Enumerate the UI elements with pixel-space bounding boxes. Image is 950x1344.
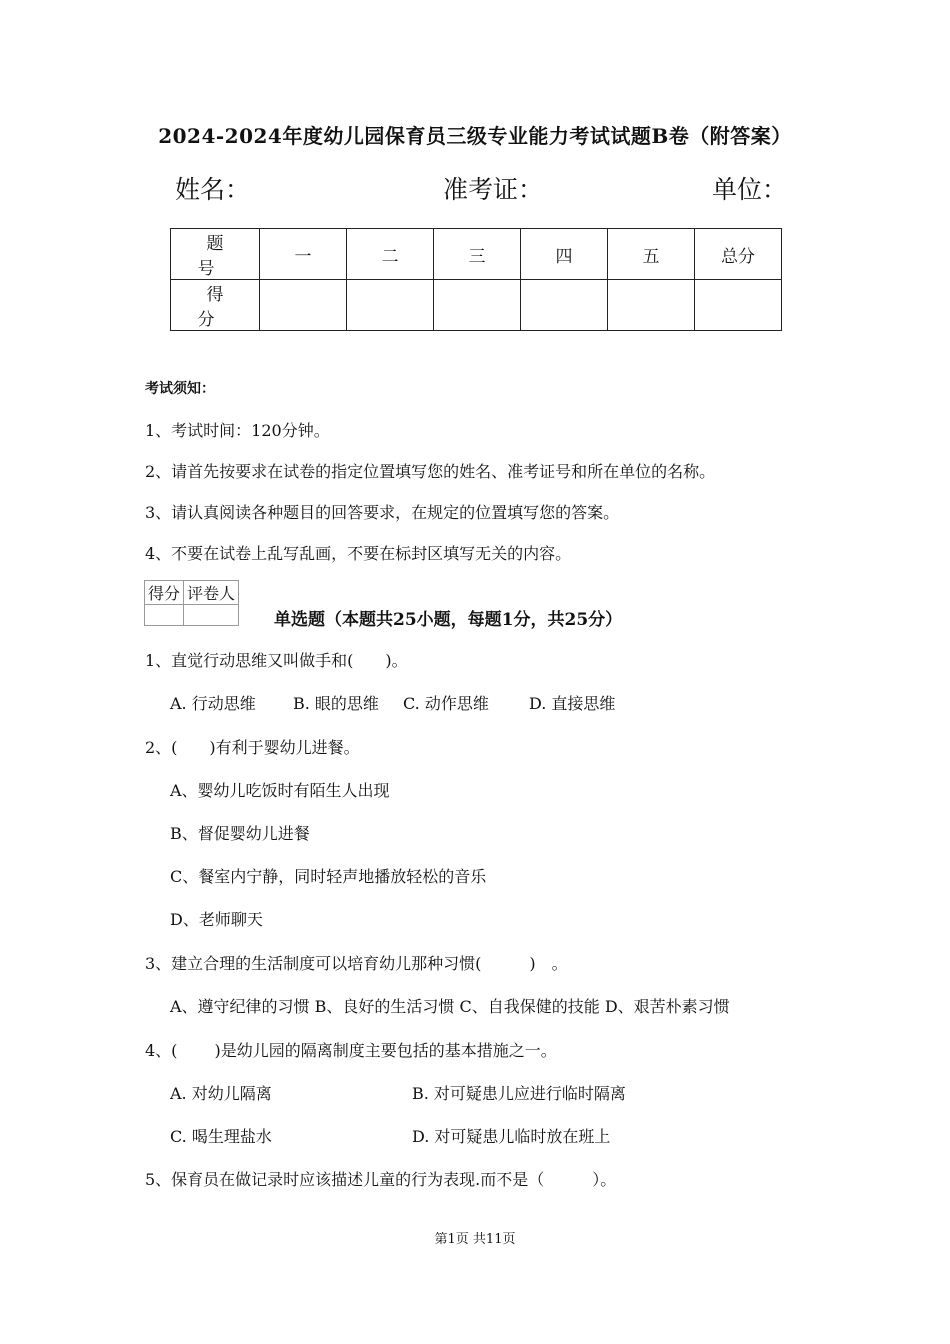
question-stem: 5、保育员在做记录时应该描述儿童的行为表现.而不是（ ）。 [145,1170,617,1189]
notice-heading: 考试须知： [145,381,215,397]
option: A. 行动思维 [170,694,256,713]
option: C. 喝生理盐水 [170,1127,272,1146]
question-stem: 4、( )是幼儿园的隔离制度主要包括的基本措施之一。 [145,1041,557,1060]
page-footer: 第1页 共11页 [434,1232,516,1247]
unit-label: 单位： [712,175,788,204]
grader-score-cell[interactable] [145,605,184,626]
notice-item: 1、考试时间：120分钟。 [145,421,330,440]
score-header-total: 总分 [695,229,782,280]
score-row-label: 得 分 [171,280,260,331]
option: C. 动作思维 [403,694,489,713]
score-header-3: 三 [434,229,521,280]
name-label: 姓名： [175,175,251,204]
section-title: 单选题（本题共25小题，每题1分，共25分） [274,610,623,630]
option: D. 直接思维 [529,694,616,713]
score-cell[interactable] [347,280,434,331]
question-stem: 2、( )有利于婴幼儿进餐。 [145,738,360,757]
score-cell[interactable] [521,280,608,331]
options-line: A、遵守纪律的习惯 B、良好的生活习惯 C、自我保健的技能 D、艰苦朴素习惯 [170,997,730,1016]
exam-id-label: 准考证： [443,175,544,204]
grader-name-label: 评卷人 [184,581,239,605]
question-stem: 3、建立合理的生活制度可以培育幼儿那种习惯( ) 。 [145,954,568,973]
score-cell[interactable] [434,280,521,331]
option: C、餐室内宁静，同时轻声地播放轻松的音乐 [170,867,487,886]
score-cell[interactable] [608,280,695,331]
option: D. 对可疑患儿临时放在班上 [412,1127,611,1146]
option: D、老师聊天 [170,910,263,929]
option: A. 对幼儿隔离 [170,1084,272,1103]
option: A、婴幼儿吃饭时有陌生人出现 [170,781,390,800]
grader-name-cell[interactable] [184,605,239,626]
score-header-1: 一 [260,229,347,280]
score-table-score-row [171,280,782,331]
score-header-label: 题 号 [171,229,260,280]
notice-item: 2、请首先按要求在试卷的指定位置填写您的姓名、准考证号和所在单位的名称。 [145,462,716,481]
score-table [170,228,782,331]
score-header-4: 四 [521,229,608,280]
score-cell-total[interactable] [695,280,782,331]
option: B、督促婴幼儿进餐 [170,824,310,843]
exam-title: 2024-2024年度幼儿园保育员三级专业能力考试试题B卷（附答案） [158,124,792,148]
grader-score-label: 得分 [145,581,184,605]
score-header-2: 二 [347,229,434,280]
notice-item: 4、不要在试卷上乱写乱画，不要在标封区填写无关的内容。 [145,544,572,563]
option: B. 对可疑患儿应进行临时隔离 [412,1084,626,1103]
option: B. 眼的思维 [293,694,379,713]
question-stem: 1、直觉行动思维又叫做手和( )。 [145,651,408,670]
grader-box [144,580,239,626]
score-table-header-row [171,229,782,280]
score-header-5: 五 [608,229,695,280]
notice-item: 3、请认真阅读各种题目的回答要求，在规定的位置填写您的答案。 [145,503,620,522]
